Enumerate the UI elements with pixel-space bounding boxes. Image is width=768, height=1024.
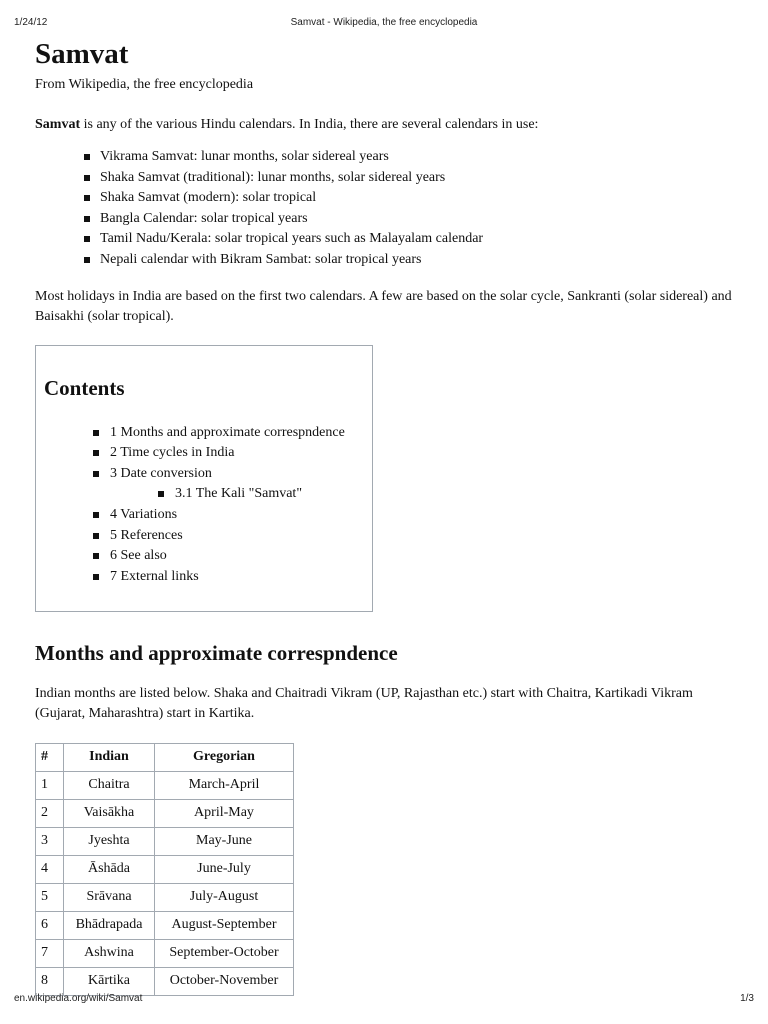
cell-number: 2 — [36, 799, 64, 827]
calendar-list-item: Vikrama Samvat: lunar months, solar sidereal years — [84, 147, 735, 168]
toc-link[interactable]: 2 Time cycles in India — [93, 443, 345, 464]
table-row — [36, 911, 294, 939]
cell-gregorian-months: October-November — [155, 967, 294, 995]
toc-link[interactable]: 3.1 The Kali "Samvat" — [158, 484, 345, 505]
cell-indian-month: Ashwina — [64, 939, 155, 967]
toc-title: Contents — [44, 375, 125, 400]
table-row — [36, 883, 294, 911]
calendar-list-item: Nepali calendar with Bikram Sambat: solar tropical years — [84, 250, 735, 271]
cell-indian-month: Kārtika — [64, 967, 155, 995]
page-subtitle: From Wikipedia, the free encyclopedia — [35, 77, 254, 92]
cell-number: 5 — [36, 883, 64, 911]
page-title: Samvat — [35, 38, 129, 70]
table-row — [36, 799, 294, 827]
toc-link[interactable]: 1 Months and approximate correspndence — [93, 423, 345, 444]
calendar-list-item: Shaka Samvat (traditional): lunar months, solar sidereal years — [84, 168, 735, 189]
intro-paragraph — [35, 115, 735, 136]
table-row — [36, 827, 294, 855]
cell-number: 7 — [36, 939, 64, 967]
cell-gregorian-months: August-September — [155, 911, 294, 939]
holidays-paragraph: Most holidays in India are based on the first two calendars. A few are based on the solar cycle, Sankranti (solar sidereal) and Baisakhi (solar tropical). — [35, 288, 732, 325]
toc-link[interactable]: 4 Variations — [93, 505, 345, 526]
cell-indian-month: Chaitra — [64, 771, 155, 799]
intro-bold-term: Samvat — [35, 116, 81, 132]
months-table-wrap — [35, 743, 735, 997]
cell-gregorian-months: May-June — [155, 827, 294, 855]
cell-number: 1 — [36, 771, 64, 799]
table-of-contents — [35, 345, 373, 612]
toc-link[interactable]: 5 References — [93, 526, 345, 547]
cell-gregorian-months: June-July — [155, 855, 294, 883]
cell-indian-month: Vaisākha — [64, 799, 155, 827]
table-row — [36, 771, 294, 799]
cell-indian-month: Āshāda — [64, 855, 155, 883]
print-date: 1/24/12 — [14, 17, 48, 28]
table-row — [36, 967, 294, 995]
toc-link[interactable]: 3 Date conversion — [93, 464, 345, 485]
toc-link[interactable]: 7 External links — [93, 567, 345, 588]
cell-number: 6 — [36, 911, 64, 939]
calendar-list-item: Bangla Calendar: solar tropical years — [84, 209, 735, 230]
calendar-list-item: Shaka Samvat (modern): solar tropical — [84, 188, 735, 209]
cell-indian-month: Srāvana — [64, 883, 155, 911]
months-paragraph: Indian months are listed below. Shaka and Chaitradi Vikram (UP, Rajasthan etc.) start with Chaitra, Kartikadi Vikram (Gujarat, Maharashtra) start in Kartika. — [35, 685, 693, 722]
cell-indian-month: Jyeshta — [64, 827, 155, 855]
column-header-number: # — [36, 743, 64, 771]
column-header-indian: Indian — [64, 743, 155, 771]
cell-number: 8 — [36, 967, 64, 995]
cell-gregorian-months: April-May — [155, 799, 294, 827]
print-page-number: 1/3 — [740, 993, 754, 1004]
column-header-gregorian: Gregorian — [155, 743, 294, 771]
calendar-list — [35, 147, 735, 271]
cell-indian-month: Bhādrapada — [64, 911, 155, 939]
toc-link[interactable]: 6 See also — [93, 546, 345, 567]
article-content — [35, 34, 735, 997]
section-heading-months: Months and approximate correspndence — [35, 640, 398, 665]
table-header-row — [36, 743, 294, 771]
cell-gregorian-months: September-October — [155, 939, 294, 967]
cell-gregorian-months: July-August — [155, 883, 294, 911]
cell-number: 4 — [36, 855, 64, 883]
cell-gregorian-months: March-April — [155, 771, 294, 799]
print-page-title: Samvat - Wikipedia, the free encyclopedia — [290, 17, 478, 28]
table-row — [36, 855, 294, 883]
intro-text: is any of the various Hindu calendars. In India, there are several calendars in use: — [80, 116, 539, 132]
cell-number: 3 — [36, 827, 64, 855]
months-table — [35, 743, 294, 996]
table-row — [36, 939, 294, 967]
print-url: en.wikipedia.org/wiki/Samvat — [14, 993, 143, 1004]
toc-list — [93, 423, 345, 588]
calendar-list-item: Tamil Nadu/Kerala: solar tropical years such as Malayalam calendar — [84, 229, 735, 250]
